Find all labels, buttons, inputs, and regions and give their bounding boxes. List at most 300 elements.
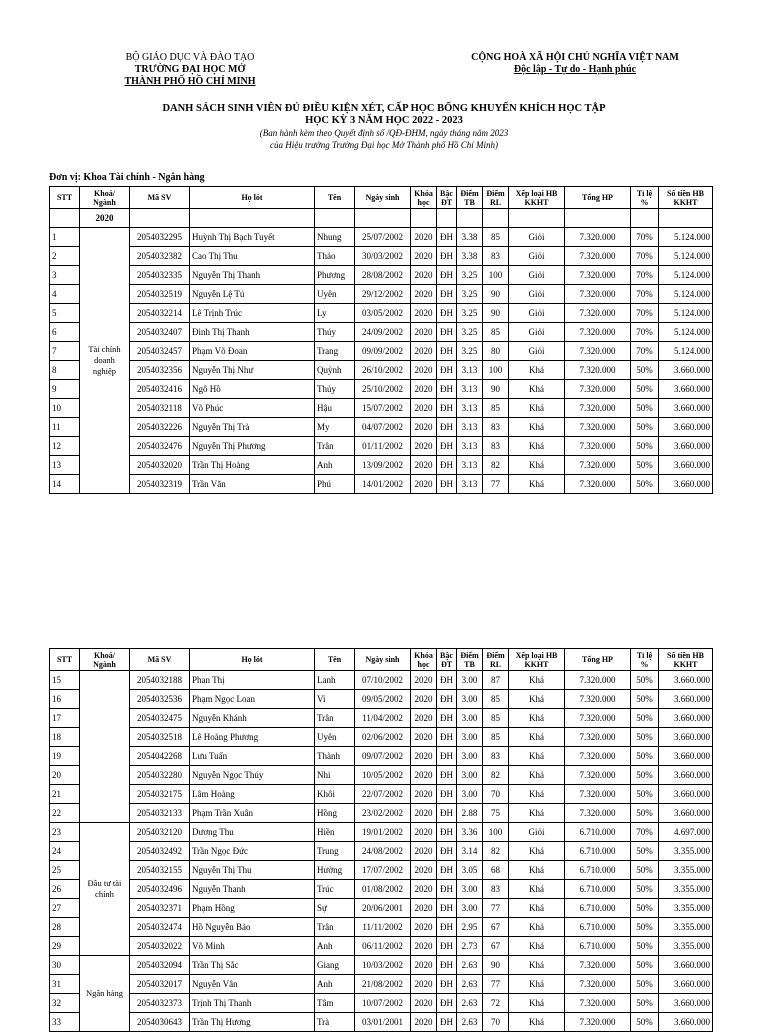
cell-birth-date: 28/08/2002 xyxy=(355,266,411,285)
table-row xyxy=(50,399,713,418)
header-right xyxy=(440,52,710,76)
table-row xyxy=(50,456,713,475)
cell-rate: 50% xyxy=(631,918,659,937)
cell-level: ĐH xyxy=(437,475,457,494)
cell-rank: Khá xyxy=(509,1013,565,1032)
cell-birth-date: 30/03/2002 xyxy=(355,247,411,266)
table-row xyxy=(50,671,713,690)
cell-rank: Giỏi xyxy=(509,228,565,247)
cell-student-id: 2054032371 xyxy=(130,899,190,918)
cell-level: ĐH xyxy=(437,842,457,861)
cell-rate: 50% xyxy=(631,956,659,975)
cell-student-id: 2054042268 xyxy=(130,747,190,766)
cell-tuition: 7.320.000 xyxy=(565,671,631,690)
table-row xyxy=(50,304,713,323)
cell-cohort: 2020 xyxy=(411,804,437,823)
cell-first-name: My xyxy=(315,418,355,437)
cell-rank: Khá xyxy=(509,899,565,918)
cell-student-id: 2054032457 xyxy=(130,342,190,361)
table-row xyxy=(50,785,713,804)
cell-birth-date: 01/08/2002 xyxy=(355,880,411,899)
cell-birth-date: 04/07/2002 xyxy=(355,418,411,437)
cell-tuition: 6.710.000 xyxy=(565,823,631,842)
cell-first-name: Khôi xyxy=(315,785,355,804)
cell-stt: 15 xyxy=(50,671,80,690)
cell-first-name: Uyên xyxy=(315,285,355,304)
cell-rank: Khá xyxy=(509,804,565,823)
cell-first-name: Hồng xyxy=(315,804,355,823)
cell-tuition: 7.320.000 xyxy=(565,1013,631,1032)
cell-level: ĐH xyxy=(437,899,457,918)
cell-cohort: 2020 xyxy=(411,456,437,475)
cell-rate: 50% xyxy=(631,361,659,380)
cell-gpa: 3.00 xyxy=(457,785,483,804)
cell-last-name: Võ Minh xyxy=(190,937,315,956)
cell-student-id: 2054032536 xyxy=(130,690,190,709)
cell-amount: 4.697.000 xyxy=(659,823,713,842)
cell-conduct: 72 xyxy=(483,994,509,1013)
cell-gpa: 3.00 xyxy=(457,880,483,899)
table-row xyxy=(50,285,713,304)
table-row xyxy=(50,994,713,1013)
cell-amount: 3.355.000 xyxy=(659,880,713,899)
cell-gpa: 2.63 xyxy=(457,956,483,975)
cell-amount: 3.660.000 xyxy=(659,671,713,690)
cell-rank: Giỏi xyxy=(509,323,565,342)
cell-conduct: 82 xyxy=(483,766,509,785)
cell-level: ĐH xyxy=(437,342,457,361)
cell-amount: 3.660.000 xyxy=(659,418,713,437)
cell-first-name: Hậu xyxy=(315,399,355,418)
cell-cohort: 2020 xyxy=(411,766,437,785)
cell-last-name: Nguyễn Thị Trà xyxy=(190,418,315,437)
cell-conduct: 90 xyxy=(483,380,509,399)
cell-birth-date: 01/11/2002 xyxy=(355,437,411,456)
cell-rank: Khá xyxy=(509,975,565,994)
cell-level: ĐH xyxy=(437,285,457,304)
cell-level: ĐH xyxy=(437,456,457,475)
cell-rate: 50% xyxy=(631,994,659,1013)
cell-first-name: Thúy xyxy=(315,323,355,342)
cell-rank: Giỏi xyxy=(509,266,565,285)
cell-rank: Khá xyxy=(509,861,565,880)
cell-level: ĐH xyxy=(437,1013,457,1032)
cell-gpa: 2.95 xyxy=(457,918,483,937)
cell-cohort: 2020 xyxy=(411,918,437,937)
cell-birth-date: 03/01/2001 xyxy=(355,1013,411,1032)
cell-cohort: 2020 xyxy=(411,728,437,747)
major-group: Đầu tư tài chính xyxy=(80,823,130,956)
cell-last-name: Lưu Tuấn xyxy=(190,747,315,766)
cell-stt: 4 xyxy=(50,285,80,304)
cell-tuition: 6.710.000 xyxy=(565,918,631,937)
cell-birth-date: 26/10/2002 xyxy=(355,361,411,380)
cell-conduct: 80 xyxy=(483,342,509,361)
cell-birth-date: 21/08/2002 xyxy=(355,975,411,994)
cell-stt: 2 xyxy=(50,247,80,266)
column-header: Tên xyxy=(315,187,355,209)
cell-first-name: Sự xyxy=(315,899,355,918)
cell-student-id: 2054032280 xyxy=(130,766,190,785)
cell-stt: 7 xyxy=(50,342,80,361)
table-row xyxy=(50,380,713,399)
cell-student-id: 2054032356 xyxy=(130,361,190,380)
cell-rate: 70% xyxy=(631,247,659,266)
major-group: Ngân hàng xyxy=(80,956,130,1032)
cell-first-name: Trân xyxy=(315,918,355,937)
column-header: Số tiền HB KKHT xyxy=(659,187,713,209)
nation-motto: Độc lập - Tự do - Hạnh phúc xyxy=(513,64,637,75)
cell-student-id: 2054032319 xyxy=(130,475,190,494)
cell-birth-date: 14/01/2002 xyxy=(355,475,411,494)
cell-rank: Giỏi xyxy=(509,342,565,361)
cell-level: ĐH xyxy=(437,323,457,342)
cell-first-name: Trang xyxy=(315,342,355,361)
cell-gpa: 3.25 xyxy=(457,323,483,342)
cell-birth-date: 25/07/2002 xyxy=(355,228,411,247)
cell-first-name: Quỳnh xyxy=(315,361,355,380)
cell-rank: Giỏi xyxy=(509,304,565,323)
cell-birth-date: 06/11/2002 xyxy=(355,937,411,956)
cell-birth-date: 29/12/2002 xyxy=(355,285,411,304)
cell-tuition: 7.320.000 xyxy=(565,475,631,494)
cell-rank: Khá xyxy=(509,880,565,899)
table-header xyxy=(50,187,713,209)
table-row xyxy=(50,804,713,823)
table-row xyxy=(50,861,713,880)
cell-birth-date: 13/09/2002 xyxy=(355,456,411,475)
cell-conduct: 83 xyxy=(483,437,509,456)
cell-first-name: Uyên xyxy=(315,728,355,747)
cell-student-id: 2054032474 xyxy=(130,918,190,937)
cell-conduct: 77 xyxy=(483,475,509,494)
cell-birth-date: 23/02/2002 xyxy=(355,804,411,823)
cell-level: ĐH xyxy=(437,709,457,728)
cell-gpa: 3.13 xyxy=(457,361,483,380)
cell-conduct: 82 xyxy=(483,842,509,861)
cell-first-name: Trà xyxy=(315,1013,355,1032)
cell-rank: Khá xyxy=(509,785,565,804)
cell-amount: 3.355.000 xyxy=(659,918,713,937)
cell-rank: Khá xyxy=(509,728,565,747)
cell-birth-date: 20/06/2001 xyxy=(355,899,411,918)
cell-level: ĐH xyxy=(437,690,457,709)
cell-last-name: Nguyễn Thị Phương xyxy=(190,437,315,456)
cell-conduct: 68 xyxy=(483,861,509,880)
cell-rank: Khá xyxy=(509,475,565,494)
cell-amount: 5.124.000 xyxy=(659,323,713,342)
cell-rank: Khá xyxy=(509,690,565,709)
cell-cohort: 2020 xyxy=(411,880,437,899)
cell-gpa: 3.00 xyxy=(457,709,483,728)
cell-gpa: 3.05 xyxy=(457,861,483,880)
column-header: Tổng HP xyxy=(565,649,631,671)
column-header: STT xyxy=(50,649,80,671)
cell-student-id: 2054032133 xyxy=(130,804,190,823)
cell-level: ĐH xyxy=(437,671,457,690)
cell-tuition: 7.320.000 xyxy=(565,728,631,747)
cell-birth-date: 24/08/2002 xyxy=(355,842,411,861)
cell-rate: 50% xyxy=(631,437,659,456)
cell-cohort: 2020 xyxy=(411,323,437,342)
cell-amount: 3.660.000 xyxy=(659,975,713,994)
cell-student-id: 2054032407 xyxy=(130,323,190,342)
table-row xyxy=(50,475,713,494)
cell-student-id: 2054032226 xyxy=(130,418,190,437)
cell-conduct: 77 xyxy=(483,975,509,994)
cell-rate: 70% xyxy=(631,304,659,323)
cell-conduct: 87 xyxy=(483,671,509,690)
cell-first-name: Anh xyxy=(315,937,355,956)
cell-tuition: 7.320.000 xyxy=(565,956,631,975)
cell-rate: 50% xyxy=(631,747,659,766)
cell-rank: Giỏi xyxy=(509,285,565,304)
column-header: Tỉ lệ % xyxy=(631,649,659,671)
cell-conduct: 83 xyxy=(483,418,509,437)
table-row xyxy=(50,323,713,342)
column-header: Điểm TB xyxy=(457,187,483,209)
column-header: Điểm RL xyxy=(483,649,509,671)
major-group: Tài chính doanh nghiệp xyxy=(80,228,130,494)
cell-student-id: 2054032492 xyxy=(130,842,190,861)
cell-conduct: 83 xyxy=(483,880,509,899)
cell-birth-date: 02/06/2002 xyxy=(355,728,411,747)
cell-cohort: 2020 xyxy=(411,380,437,399)
cell-last-name: Hồ Nguyễn Bảo xyxy=(190,918,315,937)
cell-stt: 30 xyxy=(50,956,80,975)
cell-cohort: 2020 xyxy=(411,937,437,956)
cell-last-name: Nguyễn Thị Như xyxy=(190,361,315,380)
cell-last-name: Phạm Hồng xyxy=(190,899,315,918)
cell-gpa: 3.25 xyxy=(457,342,483,361)
cell-level: ĐH xyxy=(437,747,457,766)
cell-conduct: 90 xyxy=(483,304,509,323)
cell-birth-date: 09/09/2002 xyxy=(355,342,411,361)
cell-stt: 20 xyxy=(50,766,80,785)
cell-rate: 50% xyxy=(631,1013,659,1032)
cell-birth-date: 11/04/2002 xyxy=(355,709,411,728)
cell-birth-date: 09/05/2002 xyxy=(355,690,411,709)
cell-level: ĐH xyxy=(437,804,457,823)
cell-stt: 9 xyxy=(50,380,80,399)
column-header: Điểm TB xyxy=(457,649,483,671)
cell-student-id: 2054032155 xyxy=(130,861,190,880)
cell-student-id: 2054032373 xyxy=(130,994,190,1013)
cell-cohort: 2020 xyxy=(411,671,437,690)
column-header: Xếp loại HB KKHT xyxy=(509,649,565,671)
column-header: Khoá/ Ngành xyxy=(80,649,130,671)
cell-last-name: Trần Thị Hoàng xyxy=(190,456,315,475)
unit-label: Đơn vị: Khoa Tài chính - Ngân hàng xyxy=(49,172,205,183)
column-header: Họ lót xyxy=(190,187,315,209)
cell-stt: 18 xyxy=(50,728,80,747)
cell-amount: 3.660.000 xyxy=(659,380,713,399)
column-header: Tổng HP xyxy=(565,187,631,209)
cell-last-name: Nguyễn Khánh xyxy=(190,709,315,728)
cell-rate: 50% xyxy=(631,804,659,823)
cell-first-name: Vi xyxy=(315,690,355,709)
cell-student-id: 2054032475 xyxy=(130,709,190,728)
cell-rate: 70% xyxy=(631,266,659,285)
cell-gpa: 2.73 xyxy=(457,937,483,956)
cell-conduct: 85 xyxy=(483,323,509,342)
cell-level: ĐH xyxy=(437,399,457,418)
cell-cohort: 2020 xyxy=(411,285,437,304)
cell-amount: 5.124.000 xyxy=(659,266,713,285)
cell-rank: Khá xyxy=(509,918,565,937)
cell-cohort: 2020 xyxy=(411,956,437,975)
cell-conduct: 77 xyxy=(483,899,509,918)
cell-last-name: Cao Thị Thu xyxy=(190,247,315,266)
cell-tuition: 6.710.000 xyxy=(565,899,631,918)
cell-gpa: 3.14 xyxy=(457,842,483,861)
cell-birth-date: 19/01/2002 xyxy=(355,823,411,842)
cell-amount: 3.660.000 xyxy=(659,475,713,494)
cell-stt: 5 xyxy=(50,304,80,323)
cell-first-name: Phú xyxy=(315,475,355,494)
cell-level: ĐH xyxy=(437,975,457,994)
cell-level: ĐH xyxy=(437,880,457,899)
table-row xyxy=(50,247,713,266)
table-row xyxy=(50,690,713,709)
cell-rank: Khá xyxy=(509,361,565,380)
cell-birth-date: 10/05/2002 xyxy=(355,766,411,785)
cell-amount: 3.660.000 xyxy=(659,804,713,823)
school-name-line1: TRƯỜNG ĐẠI HỌC MỞ xyxy=(134,64,246,75)
cell-conduct: 85 xyxy=(483,728,509,747)
cell-amount: 3.660.000 xyxy=(659,361,713,380)
cell-last-name: Phạm Ngọc Loan xyxy=(190,690,315,709)
cell-level: ĐH xyxy=(437,361,457,380)
table-row xyxy=(50,437,713,456)
cell-first-name: Thành xyxy=(315,747,355,766)
cell-rate: 50% xyxy=(631,937,659,956)
cell-amount: 5.124.000 xyxy=(659,342,713,361)
document-title: DANH SÁCH SINH VIÊN ĐỦ ĐIỀU KIỆN XÉT, CẤP HỌC BỔNG KHUYẾN KHÍCH HỌC TẬP xyxy=(162,103,606,114)
column-header: Khóa học xyxy=(411,187,437,209)
cell-stt: 21 xyxy=(50,785,80,804)
table-row xyxy=(50,1013,713,1032)
cell-amount: 3.660.000 xyxy=(659,709,713,728)
cell-stt: 11 xyxy=(50,418,80,437)
cell-birth-date: 03/05/2002 xyxy=(355,304,411,323)
cell-tuition: 7.320.000 xyxy=(565,247,631,266)
table-row xyxy=(50,880,713,899)
cell-tuition: 6.710.000 xyxy=(565,880,631,899)
table-row xyxy=(50,937,713,956)
cell-rate: 70% xyxy=(631,228,659,247)
cell-gpa: 2.63 xyxy=(457,1013,483,1032)
cell-stt: 12 xyxy=(50,437,80,456)
cell-last-name: Võ Phúc xyxy=(190,399,315,418)
table-row xyxy=(50,899,713,918)
column-header: Khóa học xyxy=(411,649,437,671)
cell-cohort: 2020 xyxy=(411,437,437,456)
document-subtitle: HỌC KỲ 3 NĂM HỌC 2022 - 2023 xyxy=(305,115,463,126)
cell-conduct: 85 xyxy=(483,690,509,709)
cell-conduct: 90 xyxy=(483,956,509,975)
cell-gpa: 3.25 xyxy=(457,304,483,323)
cell-cohort: 2020 xyxy=(411,361,437,380)
table-row xyxy=(50,228,713,247)
cell-gpa: 3.00 xyxy=(457,899,483,918)
major-group xyxy=(80,671,130,823)
cell-level: ĐH xyxy=(437,785,457,804)
cell-gpa: 3.13 xyxy=(457,380,483,399)
cell-amount: 3.660.000 xyxy=(659,1013,713,1032)
cell-last-name: Huỳnh Thị Bạch Tuyết xyxy=(190,228,315,247)
cell-tuition: 6.710.000 xyxy=(565,861,631,880)
column-header: Mã SV xyxy=(130,649,190,671)
cell-cohort: 2020 xyxy=(411,785,437,804)
cell-rate: 50% xyxy=(631,418,659,437)
cell-first-name: Nhi xyxy=(315,766,355,785)
cell-first-name: Trung xyxy=(315,842,355,861)
cell-rank: Khá xyxy=(509,842,565,861)
cell-student-id: 2054032518 xyxy=(130,728,190,747)
cell-cohort: 2020 xyxy=(411,690,437,709)
cell-level: ĐH xyxy=(437,956,457,975)
cell-stt: 16 xyxy=(50,690,80,709)
column-header: Bậc ĐT xyxy=(437,649,457,671)
cell-tuition: 7.320.000 xyxy=(565,304,631,323)
column-header: Mã SV xyxy=(130,187,190,209)
cell-conduct: 67 xyxy=(483,937,509,956)
table-row xyxy=(50,266,713,285)
cell-cohort: 2020 xyxy=(411,418,437,437)
cell-rank: Khá xyxy=(509,380,565,399)
cell-first-name: Hiền xyxy=(315,823,355,842)
cell-rate: 70% xyxy=(631,323,659,342)
cell-gpa: 3.00 xyxy=(457,747,483,766)
cell-student-id: 2054032382 xyxy=(130,247,190,266)
cell-birth-date: 25/10/2002 xyxy=(355,380,411,399)
cell-rank: Giỏi xyxy=(509,823,565,842)
cell-stt: 19 xyxy=(50,747,80,766)
cell-rank: Khá xyxy=(509,937,565,956)
table-row xyxy=(50,342,713,361)
cell-cohort: 2020 xyxy=(411,994,437,1013)
table-row xyxy=(50,823,713,842)
column-header: Khoá/ Ngành xyxy=(80,187,130,209)
cell-level: ĐH xyxy=(437,994,457,1013)
cell-tuition: 7.320.000 xyxy=(565,437,631,456)
cell-stt: 26 xyxy=(50,880,80,899)
cell-tuition: 7.320.000 xyxy=(565,747,631,766)
cell-level: ĐH xyxy=(437,728,457,747)
cell-last-name: Phạm Võ Đoan xyxy=(190,342,315,361)
column-header: Ngày sinh xyxy=(355,649,411,671)
cell-tuition: 6.710.000 xyxy=(565,937,631,956)
cell-last-name: Lê Trịnh Trúc xyxy=(190,304,315,323)
cell-tuition: 7.320.000 xyxy=(565,266,631,285)
cell-conduct: 100 xyxy=(483,266,509,285)
cell-last-name: Trịnh Thị Thanh xyxy=(190,994,315,1013)
cell-gpa: 3.00 xyxy=(457,690,483,709)
cell-cohort: 2020 xyxy=(411,975,437,994)
table-row xyxy=(50,361,713,380)
cell-amount: 3.355.000 xyxy=(659,899,713,918)
cell-conduct: 70 xyxy=(483,785,509,804)
cell-cohort: 2020 xyxy=(411,247,437,266)
cell-gpa: 3.13 xyxy=(457,437,483,456)
cell-stt: 27 xyxy=(50,899,80,918)
cell-cohort: 2020 xyxy=(411,342,437,361)
column-header: Điểm RL xyxy=(483,187,509,209)
column-header: Ngày sinh xyxy=(355,187,411,209)
cell-amount: 3.355.000 xyxy=(659,842,713,861)
cell-amount: 3.660.000 xyxy=(659,785,713,804)
